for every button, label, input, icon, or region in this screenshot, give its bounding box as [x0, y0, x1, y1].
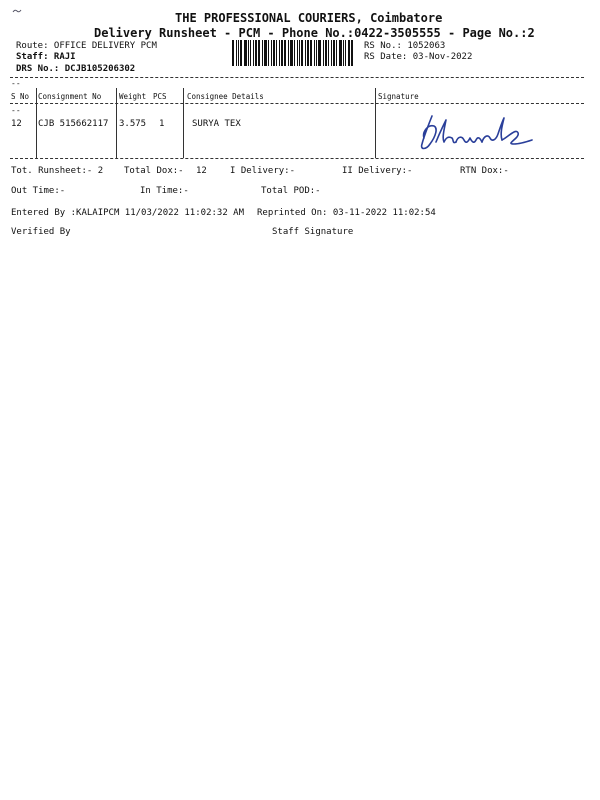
barcode-bar [250, 40, 251, 66]
barcode-bar [255, 40, 257, 66]
staff-signature-label: Staff Signature [272, 227, 354, 237]
barcode-bar [331, 40, 332, 66]
runsheet-subtitle: Delivery Runsheet - PCM - Phone No.:0422-3505555 - Page No.:2 [94, 26, 535, 40]
barcode-bar [232, 40, 234, 66]
barcode-bar [276, 40, 277, 66]
reprinted-on: Reprinted On: 03-11-2022 11:02:54 [257, 208, 436, 218]
rtn-dox: RTN Dox:- [460, 166, 509, 176]
separator-top [10, 77, 584, 78]
cell-consignment: CJB 515662117 [38, 119, 109, 129]
barcode-bar [301, 40, 303, 66]
total-dox-label: Total Dox:- [124, 166, 184, 176]
total-runsheet: Tot. Runsheet:- 2 [11, 166, 104, 176]
route-label: Route: OFFICE DELIVERY PCM [16, 41, 157, 51]
header-signature: Signature [378, 92, 419, 101]
barcode-bar [336, 40, 337, 66]
separator-header [10, 103, 584, 104]
rs-date: RS Date: 03-Nov-2022 [364, 52, 473, 62]
verified-by: Verified By [11, 227, 71, 237]
in-time: In Time:- [140, 186, 189, 196]
handwritten-signature [410, 108, 550, 156]
barcode-bar [310, 40, 312, 66]
rs-number: RS No.: 1052063 [364, 41, 446, 51]
barcode-bar [290, 40, 293, 66]
cell-consignee: SURYA TEX [192, 119, 241, 129]
cell-weight: 3.575 [119, 119, 147, 129]
column-divider [375, 88, 376, 158]
barcode-bar [279, 40, 280, 66]
barcode-bar [345, 40, 346, 66]
cell-pcs: 1 [159, 119, 165, 129]
company-title: THE PROFESSIONAL COURIERS, Coimbatore [175, 11, 443, 25]
i-delivery: I Delivery:- [230, 166, 296, 176]
barcode-bar [271, 40, 272, 66]
barcode-bar [307, 40, 309, 66]
barcode-bar [333, 40, 335, 66]
column-divider [116, 88, 117, 158]
barcode-bar [316, 40, 317, 66]
barcode-bar [288, 40, 289, 66]
barcode-bar [264, 40, 267, 66]
barcode-bar [328, 40, 329, 66]
separator-bottom [10, 158, 584, 159]
barcode-bar [314, 40, 315, 66]
barcode-bar [262, 40, 263, 66]
barcode [232, 40, 356, 66]
barcode-bar [348, 40, 350, 66]
cell-sno: 12 [11, 119, 22, 129]
barcode-bar [305, 40, 306, 66]
header-sno: S No [11, 92, 30, 101]
column-divider [183, 88, 184, 158]
table-marker: -- [11, 79, 21, 88]
barcode-bar [258, 40, 260, 66]
barcode-bar [343, 40, 344, 66]
barcode-bar [284, 40, 286, 66]
header-pcs: PCS [153, 92, 167, 101]
total-dox-value: 12 [196, 166, 207, 176]
barcode-bar [325, 40, 327, 66]
barcode-bar [268, 40, 269, 66]
barcode-bar [281, 40, 283, 66]
scan-mark-icon [12, 8, 22, 14]
barcode-bar [339, 40, 342, 66]
barcode-bar [240, 40, 242, 66]
barcode-bar [248, 40, 249, 66]
barcode-bar [238, 40, 239, 66]
column-divider [36, 88, 37, 158]
ii-delivery: II Delivery:- [342, 166, 413, 176]
staff-label: Staff: RAJI [16, 52, 76, 62]
barcode-bar [318, 40, 321, 66]
barcode-bar [351, 40, 353, 66]
barcode-bar [236, 40, 237, 66]
barcode-bar [273, 40, 275, 66]
barcode-bar [323, 40, 324, 66]
header-weight: Weight [119, 92, 147, 101]
drs-number: DRS No.: DCJB105206302 [16, 64, 136, 74]
barcode-bar [297, 40, 298, 66]
header-consignee: Consignee Details [187, 92, 264, 101]
barcode-bar [294, 40, 295, 66]
entered-by: Entered By :KALAIPCM 11/03/2022 11:02:32 AM [11, 208, 244, 218]
barcode-bar [244, 40, 247, 66]
barcode-bar [253, 40, 254, 66]
header-consignment: Consignment No [38, 92, 102, 101]
out-time: Out Time:- [11, 186, 66, 196]
row-marker: -- [11, 106, 21, 115]
barcode-bar [299, 40, 300, 66]
total-pod: Total POD:- [261, 186, 321, 196]
